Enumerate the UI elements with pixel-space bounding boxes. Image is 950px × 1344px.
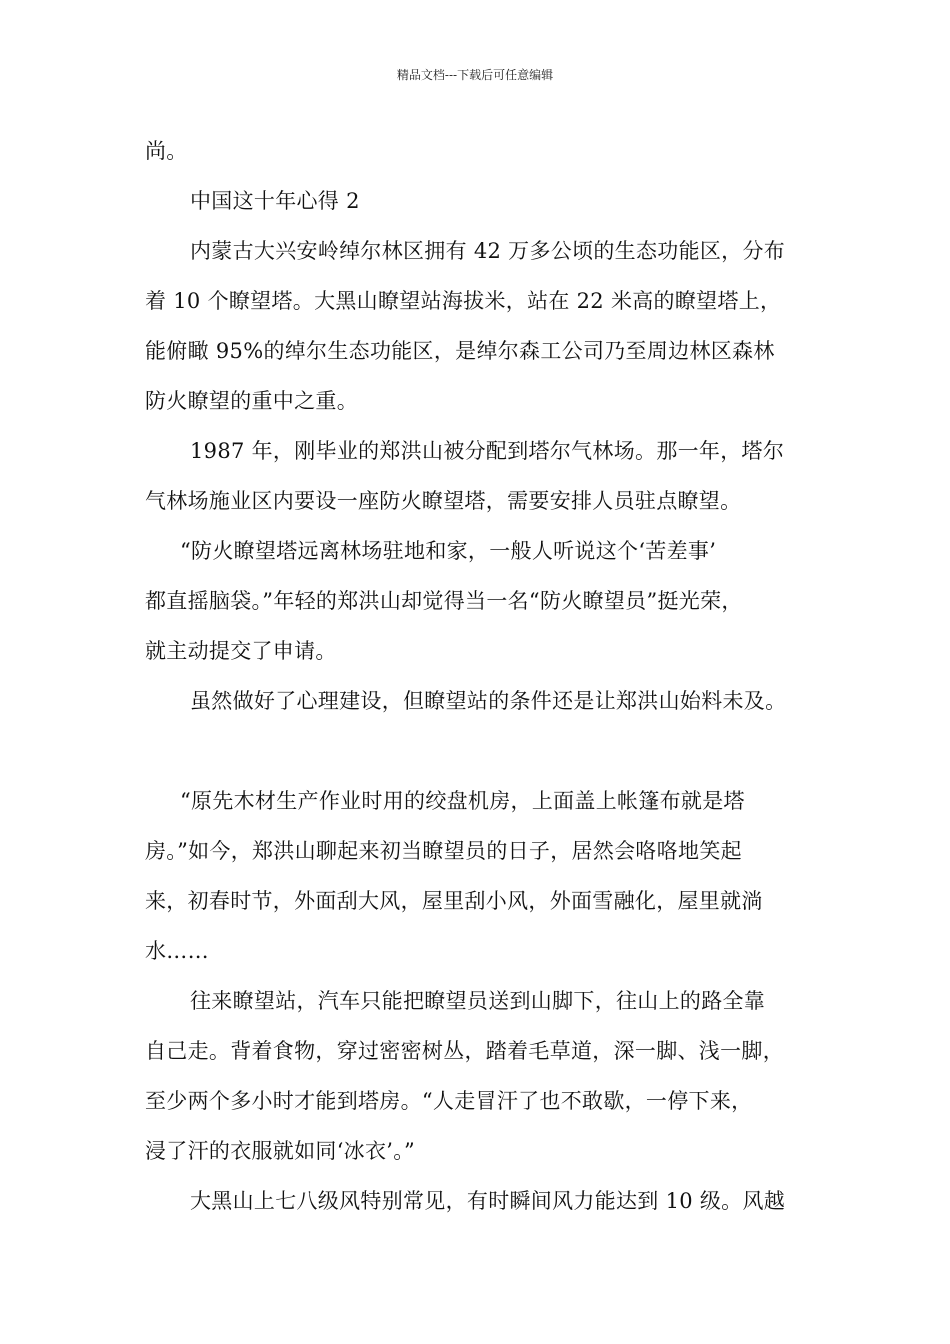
text-line: 能俯瞰 95%的绰尔生态功能区，是绰尔森工公司乃至周边林区森林: [145, 339, 775, 363]
text-line: 来，初春时节，外面刮大风，屋里刮小风，外面雪融化，屋里就淌: [145, 889, 763, 913]
text-line: “防火瞭望塔远离林场驻地和家，一般人听说这个‘苦差事’: [180, 539, 717, 563]
text-line: 着 10 个瞭望塔。大黑山瞭望站海拔米，站在 22 米高的瞭望塔上，: [145, 289, 782, 313]
text-line: 水……: [145, 939, 209, 963]
page-header: 精品文档---下载后可任意编辑: [396, 68, 554, 82]
section-heading: 中国这十年心得 2: [190, 189, 360, 213]
text-line: 内蒙古大兴安岭绰尔林区拥有 42 万多公顷的生态功能区，分布: [190, 239, 786, 263]
text-line: 至少两个多小时才能到塔房。“人走冒汗了也不敢歇，一停下来，: [145, 1089, 753, 1113]
text-line: 虽然做好了心理建设，但瞭望站的条件还是让郑洪山始料未及。: [190, 689, 787, 713]
text-line: 大黑山上七八级风特别常见，有时瞬间风力能达到 10 级。风越: [190, 1189, 786, 1213]
text-line: 气林场施业区内要设一座防火瞭望塔，需要安排人员驻点瞭望。: [145, 489, 742, 513]
text-line: 防火瞭望的重中之重。: [145, 389, 358, 413]
text-line: 房。”如今，郑洪山聊起来初当瞭望员的日子，居然会咯咯地笑起: [145, 839, 742, 863]
text-line: 就主动提交了申请。: [145, 639, 337, 663]
text-line: 都直摇脑袋。”年轻的郑洪山却觉得当一名“防火瞭望员”挺光荣，: [145, 589, 743, 613]
text-line: 尚。: [145, 139, 188, 163]
text-line: “原先木材生产作业时用的绞盘机房，上面盖上帐篷布就是塔: [180, 789, 745, 813]
text-line: 往来瞭望站，汽车只能把瞭望员送到山脚下，往山上的路全靠: [190, 989, 766, 1013]
text-line: 自己走。背着食物，穿过密密树丛，踏着毛草道，深一脚、浅一脚，: [145, 1039, 784, 1063]
text-line: 浸了汗的衣服就如同‘冰衣’。”: [145, 1139, 416, 1163]
text-line: 1987 年，刚毕业的郑洪山被分配到塔尔气林场。那一年，塔尔: [190, 439, 785, 463]
